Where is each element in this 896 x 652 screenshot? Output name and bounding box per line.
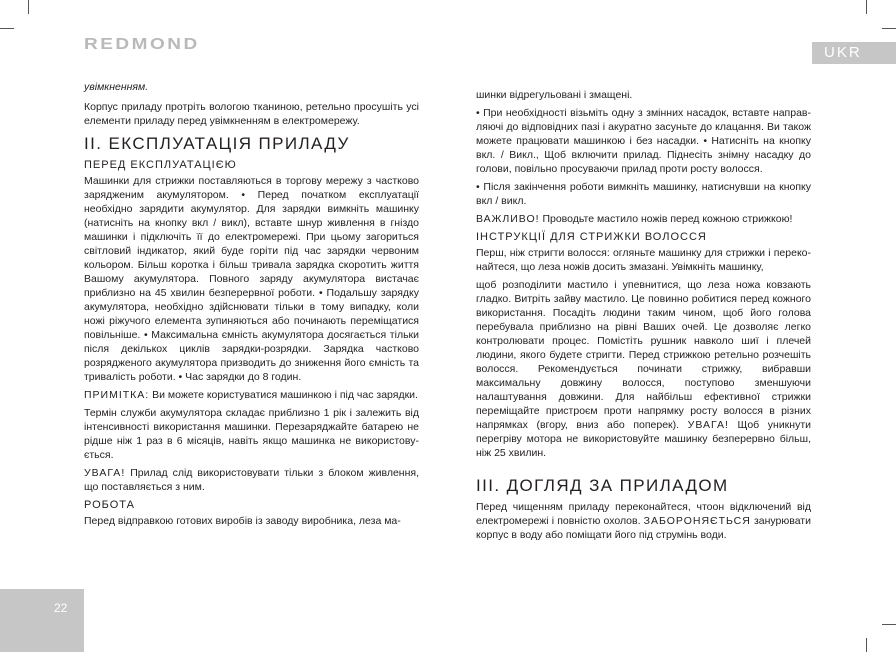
important-paragraph <box>476 212 811 226</box>
attention-label: УВАГА! <box>687 419 729 431</box>
service-life-paragraph: Термін служби акумулятора складає приблизно 1 рік і залежить від інтенсивності використання машинки. Перезаряджайте батарею не рідше ніж 1 раз в 6 місяців, навіть якщо машинка не використовується. <box>84 407 419 461</box>
brand-logo: REDMOND <box>84 36 200 54</box>
attachment-paragraph: • При необхідності візьміть одну з змінних насадок, вставте направляючі до відповідних пазі і акуратно засуньте до клацання. Ви також можете працювати машинкою і без насадки. • Натисніть на кнопку вкл. / Викл., Щоб включити прилад. Піднесіть знімну насадку до голови, повільно просуваючи прилад проти росту волосся. <box>476 107 811 175</box>
crop-mark <box>882 28 896 29</box>
language-tab: UKR <box>812 42 896 64</box>
prohibited-label: ЗАБОРОНЯЄТЬСЯ <box>643 515 751 527</box>
left-column <box>84 80 419 532</box>
subheading-work: РОБОТА <box>84 499 135 511</box>
intro-italic: увімкненням. <box>84 81 149 93</box>
subheading-haircut-instructions: ІНСТРУКЦІЇ ДЛЯ СТРИЖКИ ВОЛОССЯ <box>476 231 707 243</box>
instructions-paragraph-1: Перш, ніж стригти волосся: огляньте машинку для стрижки і переконайтеся, що леза ножів досить змазані. Увімкніть машинку, <box>476 247 811 273</box>
intro-paragraph: Корпус приладу протріть вологою тканиною, ретельно просушіть усі елементи приладу перед увімкненням в електромережу. <box>84 101 419 127</box>
section-heading-exploitation: II. ЕКСПЛУАТАЦІЯ ПРИЛАДУ <box>84 134 350 153</box>
before-use-paragraph: Машинки для стрижки поставляються в торгову мережу з частково зарядженим акумулятором. • Перед початком експлуатації необхідно зарядити акумулятор. Для зарядки вимкніть машинку (натисніть на кнопку вкл / викл), вставте шнур живлення в гніздо машинки і підключіть її до електромережі. При цьому загориться світловий індикатор, який буде горіти під час зарядки червоним кольором. Більш коротка і більш тривала зарядка скоротить життя Вашому акумулятора. Повного заряду акумулятора вистачає приблизно на 45 хвилин безперервної роботи. • Подальшу зарядку акумулятора, необхідно здійснювати тільки в тому випадку, коли ножі ріжучого елемента зупиняються або починають переміщатися повільніше. • Максимальна ємність акумулятора досягається тільки після декількох циклів зарядки-розрядки. Зарядка частково розрядженого акумулятора призводить до зниження його ємність та тривалість роботи. • Час зарядки до 8 годин. <box>84 175 419 383</box>
work-paragraph: Перед відправкою готових виробів із заводу виробника, леза ма- <box>84 515 401 527</box>
care-paragraph <box>476 500 811 542</box>
care-text-b: занурювати корпус в воду або поміщати його під струмінь води. <box>476 515 811 541</box>
crop-mark <box>866 638 867 652</box>
crop-mark <box>28 0 29 14</box>
section-heading-care: III. ДОГЛЯД ЗА ПРИЛАДОМ <box>476 476 729 495</box>
care-text-a: Перед чищенням приладу переконайтеся, чтоон відключений від електромережі і повністю охолов. <box>476 501 811 527</box>
note-paragraph <box>84 388 419 402</box>
note-text: Ви можете користуватися машинкою і під час зарядки. <box>149 389 418 401</box>
page-number-tab <box>0 589 84 652</box>
after-work-paragraph: • Після закінчення роботи вимкніть машинку, натиснувши на кнопку вкл / викл. <box>476 181 811 207</box>
page-number: 22 <box>54 601 68 615</box>
important-label: ВАЖЛИВО! <box>476 213 540 225</box>
continued-paragraph: шинки відрегульовані і змащені. <box>476 89 633 101</box>
note-label: ПРИМІТКА: <box>84 389 150 401</box>
instructions-paragraph-2 <box>476 278 811 460</box>
right-column <box>476 88 811 546</box>
subheading-before-use: ПЕРЕД ЕКСПЛУАТАЦІЄЮ <box>84 159 237 171</box>
important-text: Проводьте мастило ножів перед кожною стрижкою! <box>539 213 793 225</box>
crop-mark <box>0 28 14 29</box>
crop-mark <box>866 0 867 14</box>
attention-text: Щоб уникнути перегріву мотора не використовуйте машинку безперервно більш, ніж 25 хвилин. <box>476 419 811 459</box>
instructions-text: щоб розподілити мастило і упевнитися, що леза ножа ковзають гладко. Витріть зайву мастило. Це повинно робитися перед кожного використання. Посадіть людини таким чином, щоб його голова перебувала приблизно на рівні Ваших очей. Це дозволяє легко контролювати процес. Помістіть рушник навколо шиї і плечей людини, якого будете стригти. Перед стрижкою ретельно розчешіть волосся. Рекомендується починати стрижку, вибравши максимальну довжину волосся, поступово зменшуючи налаштування довжини. Для найбільш ефективної стрижки переміщайте пристроєм проти напрямку росту волосся в різних напрямках (вгору, вниз або поперек). <box>476 279 811 431</box>
warning-paragraph <box>84 466 419 494</box>
warning-label: УВАГА! <box>84 467 126 479</box>
crop-mark <box>882 624 896 625</box>
warning-text: Прилад слід використовувати тільки з блоком живлення, що поставляється з ним. <box>84 467 419 493</box>
